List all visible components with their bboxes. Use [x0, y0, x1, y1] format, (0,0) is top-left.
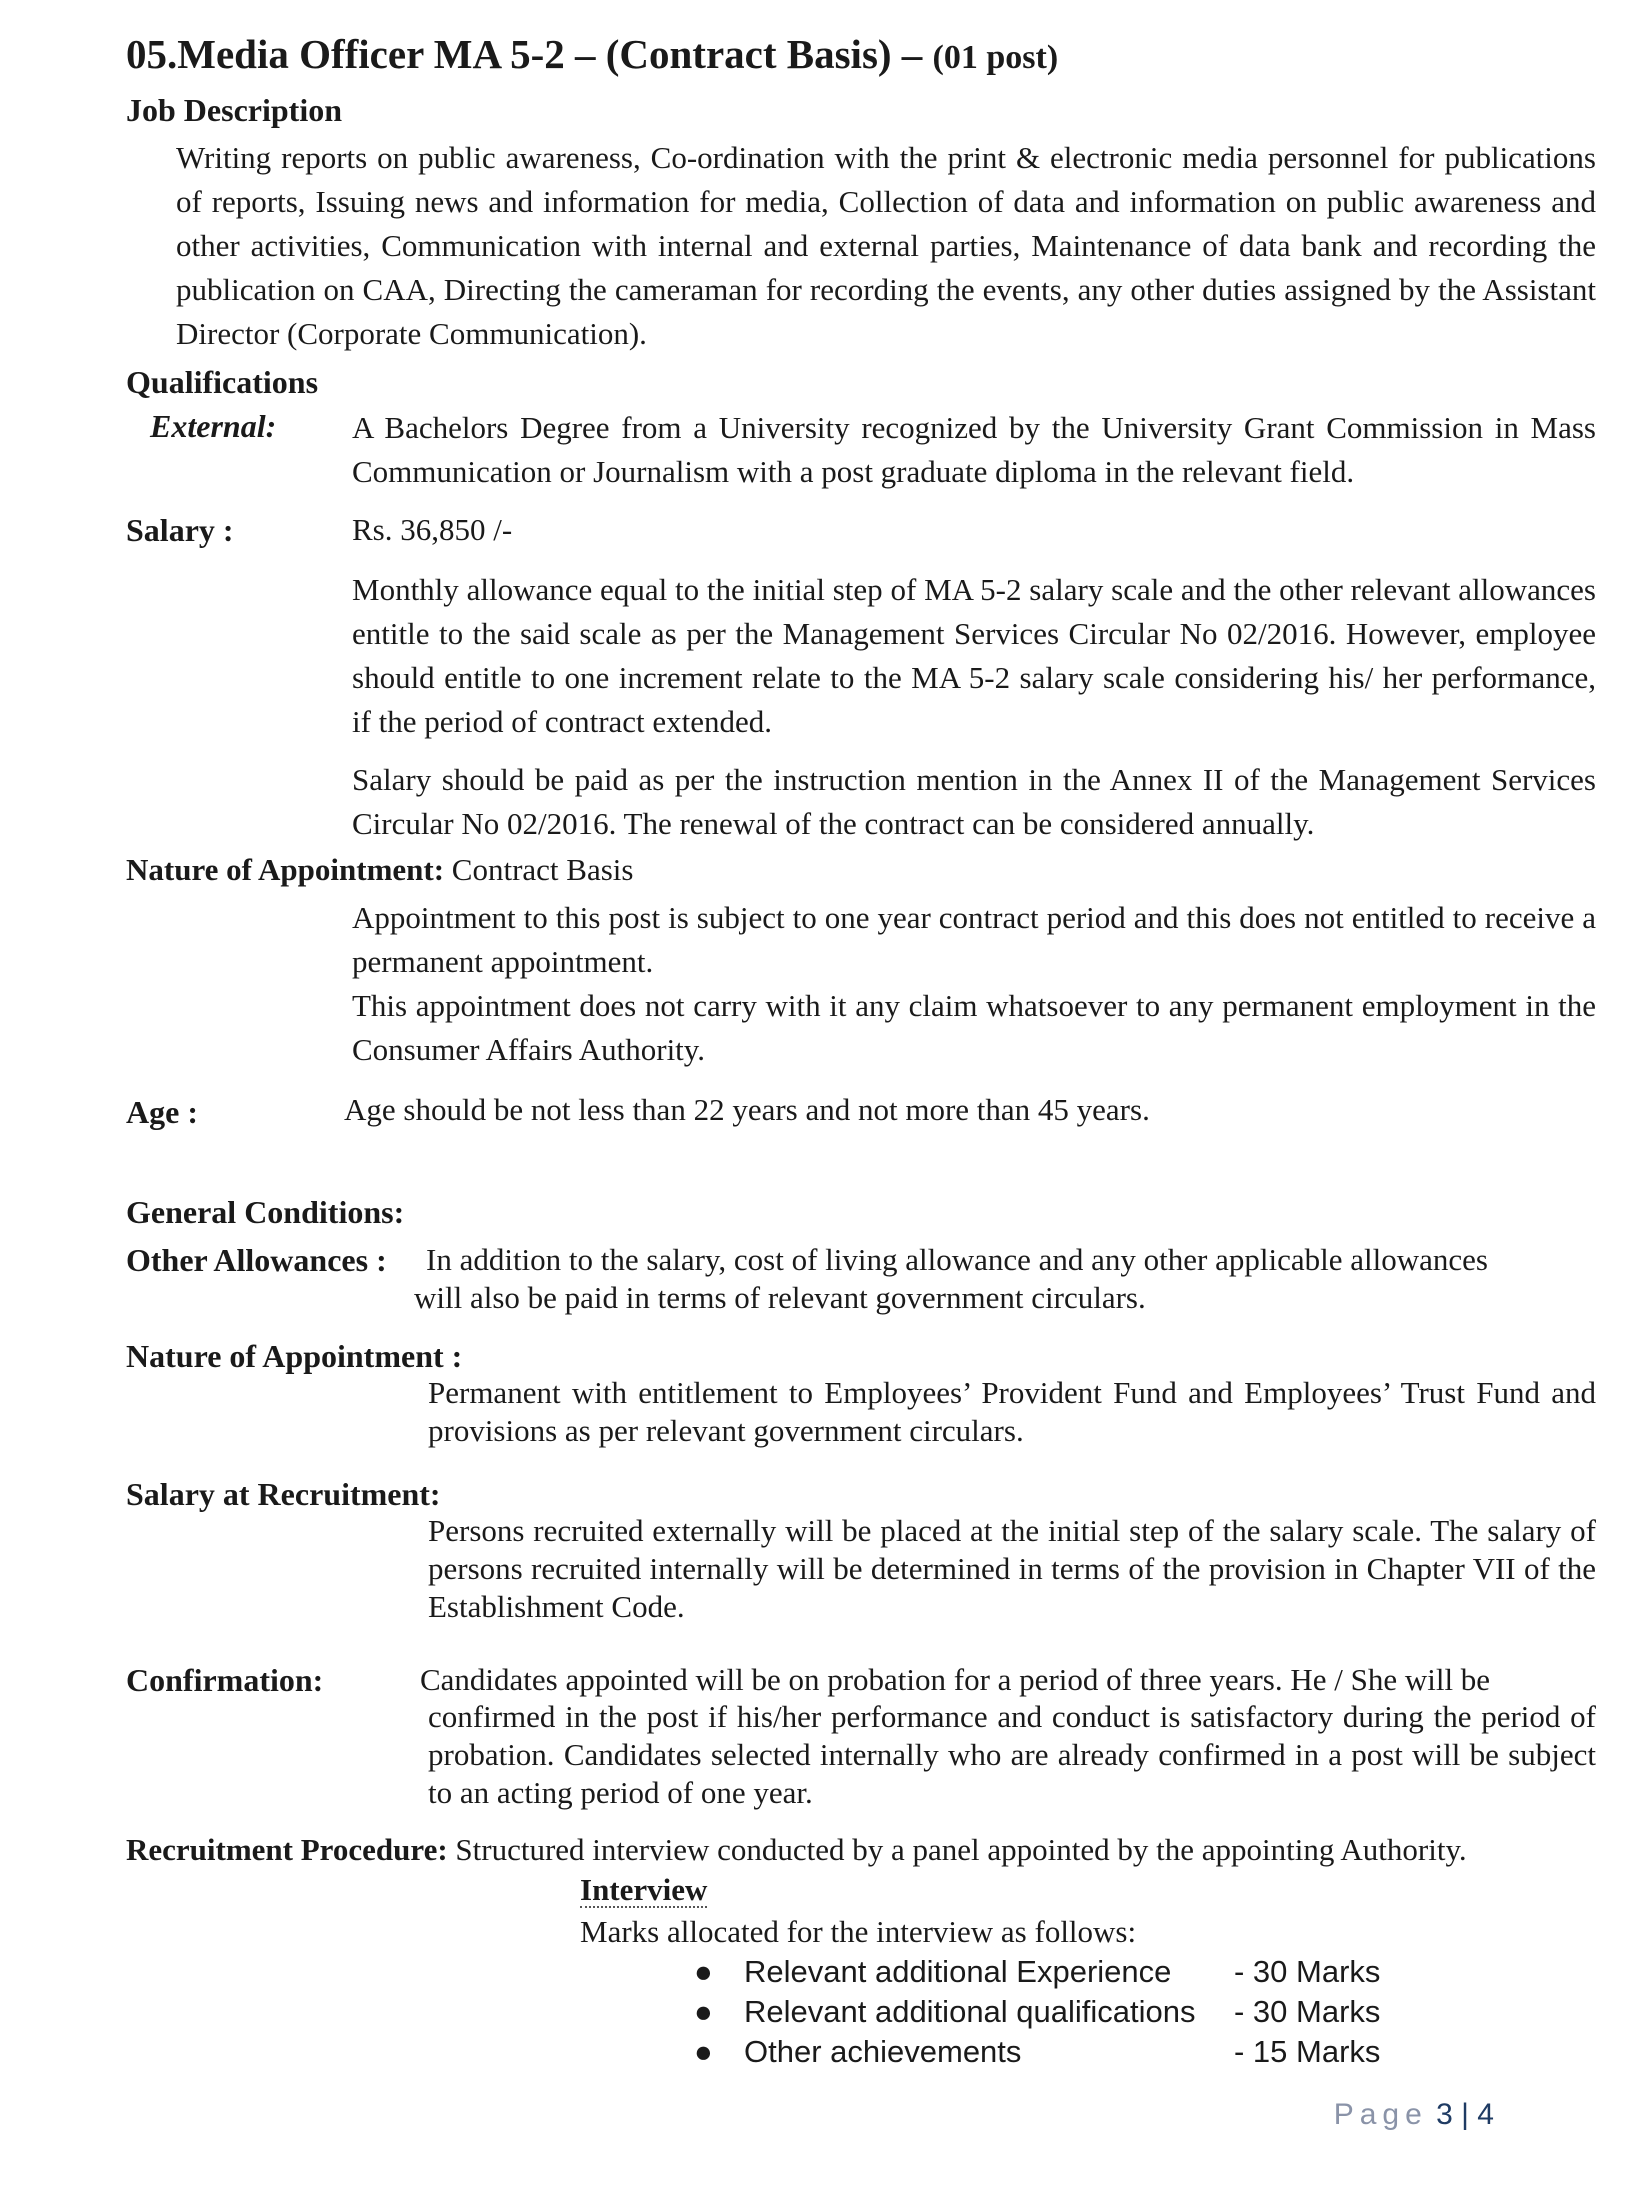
other-allowances-label: Other Allowances : — [126, 1242, 387, 1278]
age-label: Age : — [126, 1094, 198, 1130]
interview-criterion: Relevant additional Experience — [744, 1954, 1172, 1989]
nature-of-appointment-label: Nature of Appointment: — [126, 852, 445, 887]
title-post-count: (01 post) — [932, 39, 1059, 76]
nature-of-appointment-general-label: Nature of Appointment : — [126, 1338, 463, 1374]
bullet-icon: ● — [694, 1994, 713, 2029]
other-allowances-line-1: In addition to the salary, cost of living allowance and any other applicable allowances — [426, 1242, 1488, 1277]
interview-criterion: Other achievements — [744, 2034, 1022, 2069]
nature-of-appointment-general-text: Permanent with entitlement to Employees’ Provident Fund and Employees’ Trust Fund and provisions as per relevant government circulars. — [428, 1375, 1596, 1448]
external-qualification-text: A Bachelors Degree from a University recognized by the University Grant Commission in Mass Communication or Journalism with a post graduate diploma in the relevant field. — [352, 410, 1596, 489]
age-text: Age should be not less than 22 years and not more than 45 years. — [344, 1092, 1150, 1127]
salary-amount: Rs. 36,850 /- — [352, 512, 513, 547]
page-word: Page — [1333, 2098, 1428, 2131]
confirmation-label: Confirmation: — [126, 1662, 324, 1698]
confirmation-text: confirmed in the post if his/her performance and conduct is satisfactory during the period of probation. Candidates selected internally who are already confirmed in a post will be subject to an acting period of one year. — [428, 1699, 1596, 1810]
page-title — [126, 30, 1058, 78]
recruitment-procedure-text: Structured interview conducted by a panel appointed by the appointing Authority. — [455, 1832, 1467, 1867]
recruitment-procedure-label: Recruitment Procedure: — [126, 1832, 448, 1867]
contract-paragraph-2: This appointment does not carry with it any claim whatsoever to any permanent employment in the Consumer Affairs Authority. — [352, 988, 1596, 1067]
recruitment-procedure — [126, 1832, 1467, 1868]
interview-marks: - 15 Marks — [1234, 2034, 1381, 2069]
salary-paragraph-2: Salary should be paid as per the instruction mention in the Annex II of the Management Services Circular No 02/2016. The renewal of the contract can be considered annually. — [352, 762, 1596, 841]
salary-label: Salary : — [126, 512, 234, 548]
bullet-icon: ● — [694, 2034, 713, 2069]
salary-at-recruitment-text: Persons recruited externally will be placed at the initial step of the salary scale. The salary of persons recruited internally will be determined in terms of the provision in Chapter VII of the Establishment Code. — [428, 1513, 1596, 1624]
confirmation-line-1: Candidates appointed will be on probation for a period of three years. He / She will be — [420, 1662, 1491, 1697]
other-allowances-line-2: will also be paid in terms of relevant government circulars. — [414, 1280, 1146, 1315]
page-number: 3 | 4 — [1436, 2098, 1494, 2131]
interview-heading: Interview — [580, 1872, 708, 1907]
qualifications-heading: Qualifications — [126, 364, 319, 400]
bullet-icon: ● — [694, 1954, 713, 1989]
job-description-text: Writing reports on public awareness, Co-ordination with the print & electronic media personnel for publications of reports, Issuing news and information for media, Collection of data and information on public awareness and other activities, Communication with internal and external parties, Maintenance of data bank and recording the publication on CAA, Directing the cameraman for recording the events, any other duties assigned by the Assistant Director (Corporate Communication). — [176, 140, 1596, 351]
interview-marks: - 30 Marks — [1234, 1994, 1381, 2029]
interview-intro: Marks allocated for the interview as follows: — [580, 1914, 1137, 1949]
interview-marks: - 30 Marks — [1234, 1954, 1381, 1989]
interview-criterion: Relevant additional qualifications — [744, 1994, 1196, 2029]
page-footer — [1334, 2098, 1494, 2132]
general-conditions-heading: General Conditions: — [126, 1194, 405, 1230]
nature-of-appointment-value: Contract Basis — [451, 852, 634, 887]
salary-at-recruitment-label: Salary at Recruitment: — [126, 1476, 441, 1512]
job-description-heading: Job Description — [126, 92, 342, 128]
title-main: 05.Media Officer MA 5-2 – (Contract Basis) – — [126, 31, 923, 77]
contract-paragraph-1: Appointment to this post is subject to one year contract period and this does not entitled to receive a permanent appointment. — [352, 900, 1596, 979]
external-label: External: — [150, 408, 277, 444]
nature-of-appointment-contract — [126, 852, 633, 888]
salary-paragraph-1: Monthly allowance equal to the initial step of MA 5-2 salary scale and the other relevant allowances entitle to the said scale as per the Management Services Circular No 02/2016. However, employee should entitle to one increment relate to the MA 5-2 salary scale considering his/ her performance, if the period of contract extended. — [352, 572, 1596, 739]
